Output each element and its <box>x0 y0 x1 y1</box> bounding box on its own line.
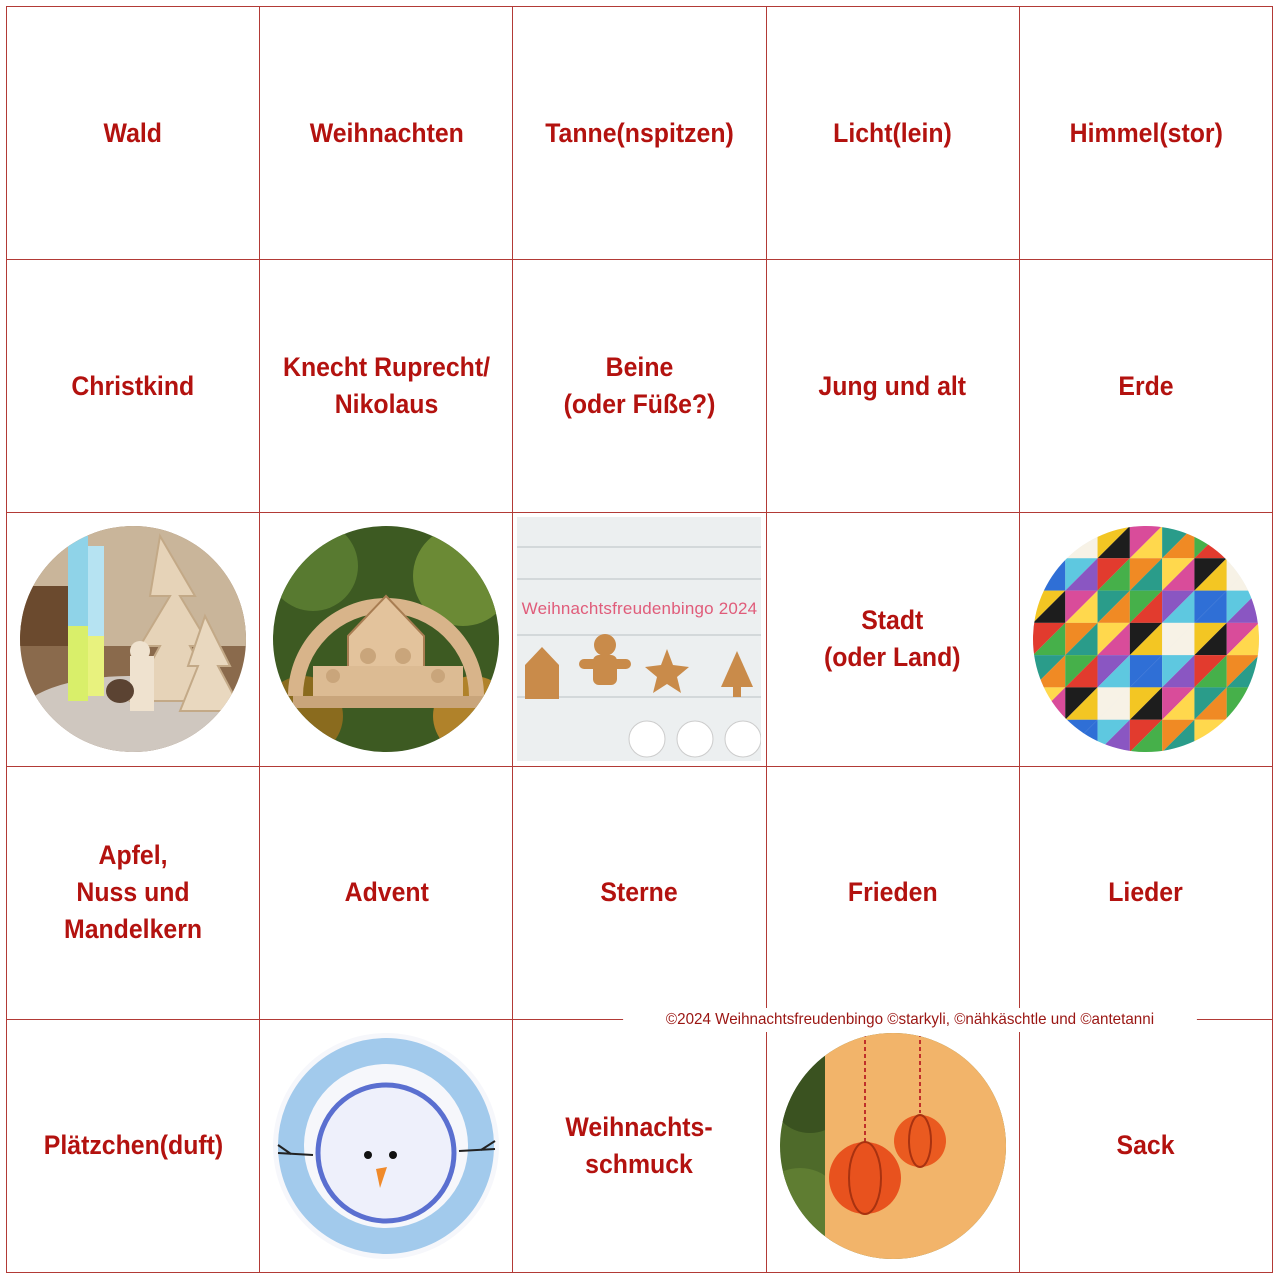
cell-label: Licht(lein) <box>833 117 953 148</box>
bingo-cell <box>7 513 260 766</box>
bingo-cell <box>7 260 260 513</box>
bingo-title: Weihnachtsfreudenbingo 2024 <box>521 599 758 619</box>
bingo-cell <box>1020 513 1273 766</box>
cell-label: Lieder <box>1108 877 1184 908</box>
bingo-cell <box>767 260 1020 513</box>
bingo-cell <box>513 513 766 766</box>
cell-label: Erde <box>1118 370 1174 401</box>
cell-label: Himmel(stor) <box>1069 117 1223 148</box>
cell-label: Advent <box>344 877 429 908</box>
bingo-cell <box>260 513 513 766</box>
bingo-cell <box>767 7 1020 260</box>
cell-label: Sterne <box>600 877 679 908</box>
bingo-cell <box>260 1020 513 1273</box>
bingo-cell <box>1020 767 1273 1020</box>
wooden-nativity-arch-photo <box>273 526 499 752</box>
cell-label: Tanne(nspitzen) <box>545 117 734 148</box>
bingo-cell <box>260 767 513 1020</box>
bingo-cell <box>513 7 766 260</box>
bingo-cell <box>7 767 260 1020</box>
bingo-cell <box>767 767 1020 1020</box>
patchwork-quilt-photo <box>1033 526 1259 752</box>
cell-label: Frieden <box>847 877 938 908</box>
cell-label: Wald <box>103 117 163 148</box>
cell-label: Christkind <box>71 370 195 401</box>
bingo-cell <box>513 260 766 513</box>
snowman-watercolor-photo <box>273 1033 499 1259</box>
bingo-cell <box>1020 7 1273 260</box>
cell-label: Plätzchen(duft) <box>43 1130 223 1161</box>
bingo-cell <box>260 7 513 260</box>
bingo-cell <box>260 260 513 513</box>
cell-label: Stadt (oder Land) <box>824 605 961 673</box>
cell-label: Weihnachts- schmuck <box>565 1111 714 1179</box>
bingo-cell <box>1020 1020 1273 1273</box>
orange-paper-ornaments-photo <box>780 1033 1006 1259</box>
cell-label: Apfel, Nuss und Mandelkern <box>64 840 203 945</box>
copyright-notice: ©2024 Weihnachtsfreudenbingo ©starkyli, ©nähkäschtle und ©antetanni <box>623 1008 1197 1032</box>
bingo-board <box>6 6 1273 1273</box>
candle-and-wooden-trees-photo <box>20 526 246 752</box>
cell-label: Weihnachten <box>309 117 464 148</box>
bingo-cell <box>7 7 260 260</box>
cell-label: Sack <box>1116 1130 1175 1161</box>
bingo-cell <box>513 767 766 1020</box>
bingo-cell <box>7 1020 260 1273</box>
cell-label: Knecht Ruprecht/ Nikolaus <box>282 352 490 420</box>
bingo-cell <box>513 1020 766 1273</box>
bingo-cell <box>767 513 1020 766</box>
cell-label: Jung und alt <box>818 370 967 401</box>
bingo-cell <box>1020 260 1273 513</box>
cell-label: Beine (oder Füße?) <box>563 352 716 420</box>
gingerbread-cookies-photo <box>517 517 761 761</box>
bingo-cell <box>767 1020 1020 1273</box>
